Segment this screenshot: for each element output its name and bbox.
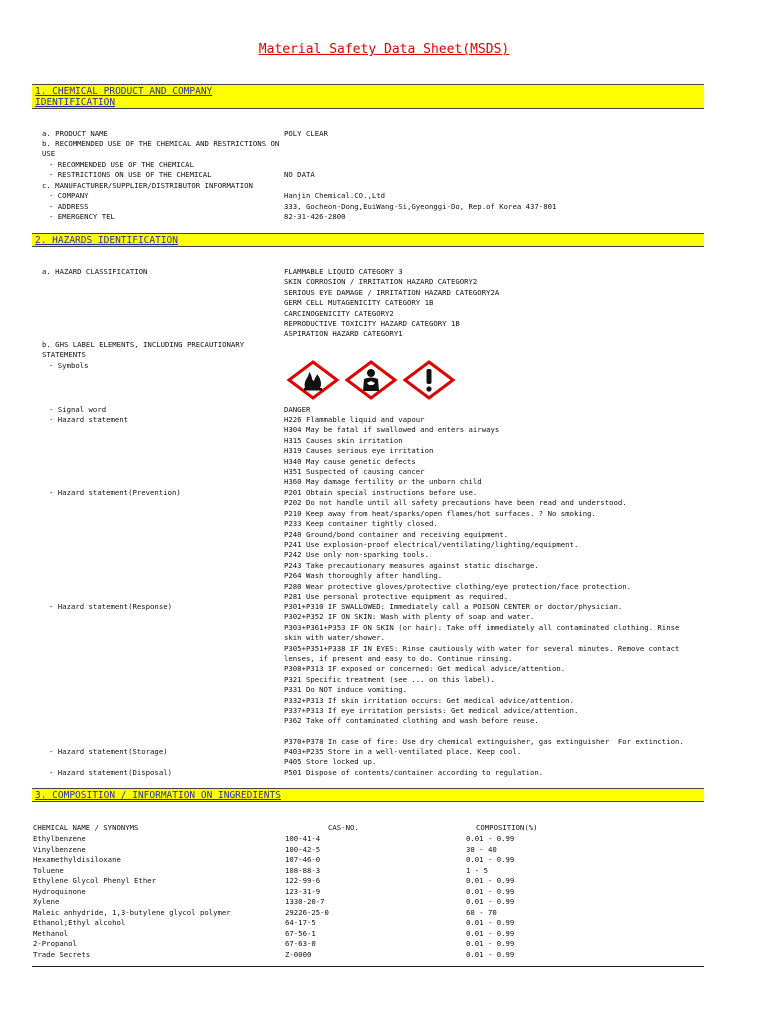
hazard-statement-line: H304 May be fatal if swallowed and enters airways — [284, 425, 500, 435]
ingredient-cas: 29226-25-0 — [285, 907, 329, 917]
recommended-use-label: b. RECOMMENDED USE OF THE CHEMICAL AND RESTRICTIONS ON USE — [42, 139, 280, 159]
signal-word-value: DANGER — [284, 405, 311, 414]
hazard-statement-line: H340 May cause genetic defects — [284, 456, 416, 466]
company-label: - COMPANY — [49, 191, 89, 200]
classification-line: CARCINOGENICITY CATEGORY2 — [284, 308, 394, 318]
response-label: - Hazard statement(Response) — [49, 602, 173, 611]
response-line: P332+P313 If skin irritation occurs: Get medical advice/attention. — [284, 695, 574, 705]
response-line: P305+P351+P338 IF IN EYES: Rinse cautiously with water for several minutes. Remove contact — [284, 643, 680, 653]
ingredient-name: Methanol — [33, 928, 69, 938]
col-header-cas: CAS-NO. — [328, 823, 359, 832]
hazard-statement-line: H360 May damage fertility or the unborn child — [284, 477, 482, 487]
response-line: P308+P313 IF exposed or concerned: Get medical advice/attention. — [284, 664, 566, 674]
disposal-value: P501 Dispose of contents/container according to regulation. — [284, 768, 544, 777]
ingredient-name: Hexamethyldisiloxane — [33, 855, 121, 864]
response-line: P370+P378 In case of fire: Use dry chemical extinguisher, gas extinguisher For extinction. — [284, 737, 684, 747]
prevention-line: P233 Keep container tightly closed. — [284, 519, 438, 529]
address-value: 333, Gocheon-Dong,EuiWang-Si,Gyeonggi-Do, Rep.of Korea 437-801 — [284, 202, 557, 211]
section-2-header: 2. HAZARDS IDENTIFICATION — [32, 233, 704, 247]
response-line — [284, 727, 684, 737]
product-name-label: a. PRODUCT NAME — [42, 129, 108, 138]
hazard-statement-line: H319 Causes serious eye irritation — [284, 446, 434, 456]
hazard-statement-label: - Hazard statement — [49, 415, 129, 424]
emergency-tel-value: 82-31-426-2800 — [284, 212, 346, 221]
storage-line: P405 Store locked up. — [284, 757, 377, 767]
classification-line: ASPIRATION HAZARD CATEGORY1 — [284, 329, 403, 339]
hazard-statement-line: H226 Flammable liquid and vapour — [284, 415, 425, 424]
storage-list — [284, 747, 521, 768]
ingredient-composition: 0.01 - 0.99 — [466, 834, 515, 843]
ingredient-name: Ethylene Glycol Phenyl Ether — [33, 876, 157, 885]
restrictions-label: - RESTRICTIONS ON USE OF THE CHEMICAL — [49, 170, 212, 179]
response-line: lenses, if present and easy to do. Continue rinsing. — [284, 654, 513, 664]
manufacturer-label: c. MANUFACTURER/SUPPLIER/DISTRIBUTOR INFORMATION — [42, 181, 253, 190]
ingredient-composition: 0.01 - 0.99 — [466, 918, 515, 927]
ingredient-cas: 100-42-5 — [285, 844, 321, 854]
classification-line: REPRODUCTIVE TOXICITY HAZARD CATEGORY 1B — [284, 319, 460, 329]
ingredient-name: Toluene — [33, 865, 64, 875]
restrictions-value: NO DATA — [284, 170, 315, 179]
ingredient-composition: 0.01 - 0.99 — [466, 939, 515, 948]
ingredient-composition: 0.01 - 0.99 — [466, 886, 515, 896]
product-name-value: POLY CLEAR — [284, 129, 328, 138]
ingredient-name: Ethylbenzene — [33, 834, 86, 843]
col-header-name: CHEMICAL NAME / SYNONYMS — [33, 823, 139, 832]
ingredient-name: Vinylbenzene — [33, 844, 86, 854]
ingredient-composition: 0.01 - 0.99 — [466, 855, 515, 864]
col-header-composition: COMPOSITION(%) — [476, 823, 538, 832]
ingredient-composition: 0.01 - 0.99 — [466, 876, 515, 885]
hazard-statement-line: H351 Suspected of causing cancer — [284, 467, 425, 477]
response-line: P362 Take off contaminated clothing and wash before reuse. — [284, 716, 539, 726]
section-3-header: 3. COMPOSITION / INFORMATION ON INGREDIENTS — [32, 788, 704, 802]
ghs-pictograms — [283, 360, 463, 400]
document-title: Material Safety Data Sheet(MSDS) — [258, 42, 510, 57]
health-hazard-icon — [347, 362, 395, 398]
hazard-statement-line: H315 Causes skin irritation — [284, 435, 403, 445]
ingredient-composition: 0.01 - 0.99 — [466, 928, 515, 938]
ingredient-cas: 123-31-9 — [285, 886, 321, 896]
hazard-classification-label: a. HAZARD CLASSIFICATION — [42, 267, 148, 276]
ingredient-cas: 107-46-0 — [285, 855, 321, 864]
ingredient-name: Xylene — [33, 897, 60, 906]
prevention-line: P280 Wear protective gloves/protective clothing/eye protection/face protection. — [284, 581, 632, 591]
bottom-divider — [32, 966, 704, 967]
prevention-line: P264 Wash thoroughly after handling. — [284, 571, 443, 581]
prevention-line: P243 Take precautionary measures against static discharge. — [284, 560, 539, 570]
response-line: P331 Do NOT induce vomiting. — [284, 685, 408, 695]
classification-line: FLAMMABLE LIQUID CATEGORY 3 — [284, 267, 403, 276]
address-label: - ADDRESS — [49, 202, 89, 211]
ingredient-cas: 122-99-6 — [285, 876, 321, 885]
ingredient-cas: 100-41-4 — [285, 834, 321, 843]
ingredient-composition: 0.01 - 0.99 — [466, 949, 515, 959]
flame-icon — [289, 362, 337, 398]
ingredient-cas: Z-0000 — [285, 949, 312, 959]
exclamation-icon — [405, 362, 453, 398]
prevention-list — [284, 488, 631, 602]
hazard-classification-list — [284, 267, 499, 340]
prevention-label: - Hazard statement(Prevention) — [49, 488, 181, 497]
section-1-header: 1. CHEMICAL PRODUCT AND COMPANY IDENTIFICATION — [32, 84, 704, 109]
response-line: P303+P361+P353 IF ON SKIN (or hair): Take off immediately all contaminated clothing. Rinse — [284, 622, 680, 632]
hazard-statement-list — [284, 415, 499, 488]
ingredient-cas: 67-56-1 — [285, 928, 316, 938]
ghs-label-elements-label: b. GHS LABEL ELEMENTS, INCLUDING PRECAUTIONARY STATEMENTS — [42, 340, 245, 360]
ingredient-name: Hydroquinone — [33, 886, 86, 896]
prevention-line: P210 Keep away from heat/sparks/open flames/hot surfaces. ? No smoking. — [284, 508, 596, 518]
storage-label: - Hazard statement(Storage) — [49, 747, 168, 756]
response-line: skin with water/shower. — [284, 633, 386, 643]
prevention-line: P202 Do not handle until all safety precautions have been read and understood. — [284, 498, 627, 508]
classification-line: SKIN CORROSION / IRRITATION HAZARD CATEGORY2 — [284, 277, 478, 287]
ingredient-cas: 67-63-0 — [285, 939, 316, 948]
ingredient-cas: 108-88-3 — [285, 865, 321, 875]
ingredient-composition: 0.01 - 0.99 — [466, 897, 515, 906]
prevention-line: P241 Use explosion-proof electrical/ventilating/lighting/equipment. — [284, 540, 579, 550]
ingredient-cas: 1330-20-7 — [285, 897, 325, 906]
response-line: P321 Specific treatment (see ... on this label). — [284, 674, 495, 684]
disposal-label: - Hazard statement(Disposal) — [49, 768, 173, 777]
response-list — [284, 602, 684, 748]
response-line: P301+P310 IF SWALLOWED: Immediately call a POISON CENTER or doctor/physician. — [284, 602, 623, 611]
ingredient-cas: 64-17-5 — [285, 918, 316, 927]
response-line: P302+P352 IF ON SKIN: Wash with plenty of soap and water. — [284, 612, 535, 622]
classification-line: SERIOUS EYE DAMAGE / IRRITATION HAZARD CATEGORY2A — [284, 287, 500, 297]
storage-line: P403+P235 Store in a well-ventilated place. Keep cool. — [284, 747, 522, 756]
ingredient-composition: 30 - 40 — [466, 844, 497, 854]
ingredient-name: Maleic anhydride, 1,3-butylene glycol polymer — [33, 907, 231, 917]
emergency-tel-label: - EMERGENCY TEL — [49, 212, 115, 221]
ingredient-composition: 60 - 70 — [466, 907, 497, 917]
ingredient-composition: 1 - 5 — [466, 865, 488, 875]
prevention-line: P240 Ground/bond container and receiving equipment. — [284, 529, 509, 539]
prevention-line: P281 Use personal protective equipment as required. — [284, 592, 509, 602]
prevention-line: P201 Obtain special instructions before use. — [284, 488, 478, 497]
rec-use-label: - RECOMMENDED USE OF THE CHEMICAL — [49, 160, 194, 169]
ingredient-name: Trade Secrets — [33, 949, 91, 959]
classification-line: GERM CELL MUTAGENICITY CATEGORY 1B — [284, 298, 434, 308]
prevention-line: P242 Use only non-sparking tools. — [284, 550, 429, 560]
company-value: Hanjin Chemical.CO.,Ltd — [284, 191, 386, 200]
response-line: P337+P313 If eye irritation persists: Get medical advice/attention. — [284, 706, 579, 716]
signal-word-label: - Signal word — [49, 405, 107, 414]
symbols-label: - Symbols — [49, 361, 89, 370]
ingredient-name: 2-Propanol — [33, 939, 77, 948]
ingredient-name: Ethanol;Ethyl alcohol — [33, 918, 126, 927]
